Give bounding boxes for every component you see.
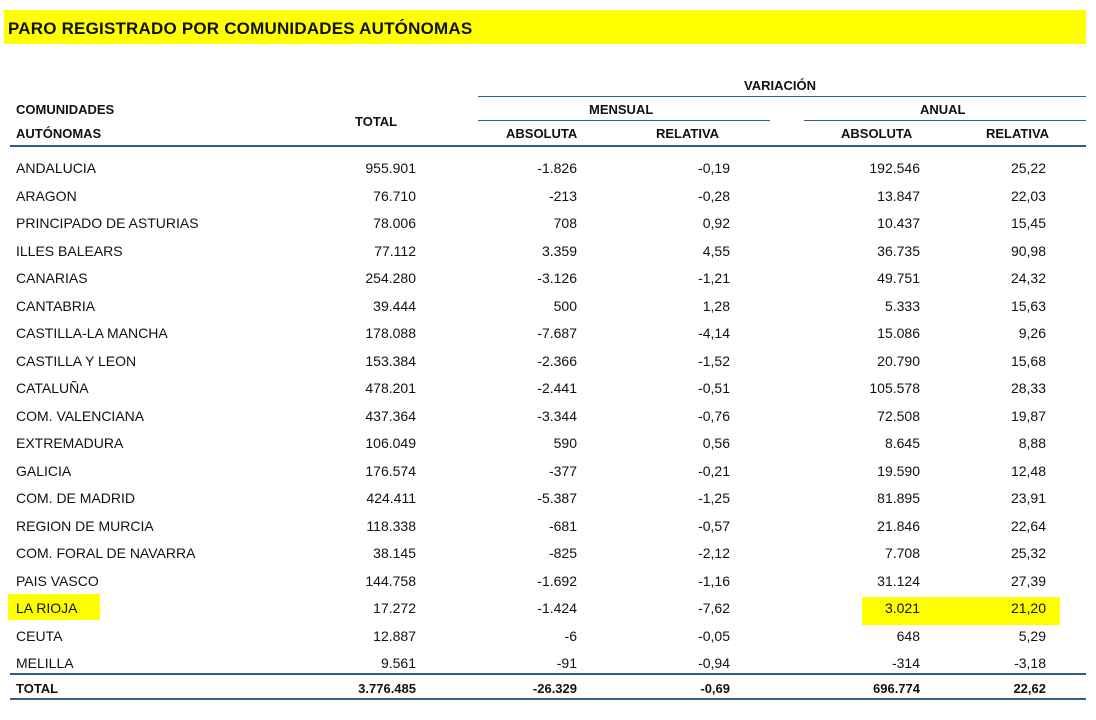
table-row bbox=[0, 408, 1096, 428]
cell-anual-absoluta: -314 bbox=[891, 655, 920, 671]
cell-anual-absoluta: 3.021 bbox=[884, 600, 920, 616]
cell-name: CANTABRIA bbox=[16, 297, 96, 314]
cell-mensual-absoluta: 590 bbox=[553, 435, 577, 451]
header-line-anual bbox=[804, 120, 1086, 121]
cell-total: 38.145 bbox=[373, 545, 416, 561]
cell-anual-relativa: 22,64 bbox=[1010, 517, 1046, 534]
cell-anual-relativa: 9,26 bbox=[1018, 325, 1046, 341]
header-line-variacion bbox=[478, 96, 1086, 97]
cell-mensual-absoluta: -377 bbox=[548, 462, 577, 479]
cell-mensual-relativa: -1,16 bbox=[698, 572, 730, 589]
cell-name: GALICIA bbox=[16, 462, 72, 479]
title-bar bbox=[4, 10, 1086, 44]
table-row bbox=[0, 243, 1096, 263]
cell-total: 478.201 bbox=[365, 380, 416, 396]
cell-total: 118.338 bbox=[366, 517, 416, 534]
cell-name: CATALUÑA bbox=[16, 380, 89, 396]
total-cell-anual-absoluta: 696.774 bbox=[873, 681, 920, 696]
table-row bbox=[0, 270, 1096, 290]
cell-total: 178.088 bbox=[365, 325, 416, 341]
table-row bbox=[0, 573, 1096, 593]
cell-mensual-relativa: -0,05 bbox=[698, 627, 730, 644]
table-row bbox=[0, 463, 1096, 483]
cell-total: 153.384 bbox=[365, 352, 416, 369]
header-autonomas: AUTÓNOMAS bbox=[16, 126, 102, 141]
cell-mensual-relativa: -0,76 bbox=[698, 407, 730, 424]
cell-total: 144.758 bbox=[365, 572, 416, 589]
table-row bbox=[0, 215, 1096, 235]
cell-mensual-relativa: -2,12 bbox=[698, 545, 730, 561]
cell-mensual-relativa: -1,25 bbox=[698, 490, 730, 506]
cell-mensual-relativa: -4,14 bbox=[698, 325, 730, 341]
cell-name: CASTILLA Y LEON bbox=[16, 352, 137, 369]
cell-anual-absoluta: 20.790 bbox=[877, 352, 920, 369]
table-row bbox=[0, 188, 1096, 208]
cell-total: 176.574 bbox=[365, 462, 416, 479]
cell-name: CEUTA bbox=[16, 627, 63, 644]
cell-mensual-relativa: -0,51 bbox=[698, 380, 730, 396]
table-row bbox=[0, 628, 1096, 648]
cell-name: ANDALUCIA bbox=[16, 160, 97, 176]
table-row bbox=[0, 600, 1096, 620]
table-row bbox=[0, 160, 1096, 180]
cell-mensual-absoluta: -825 bbox=[548, 545, 577, 561]
cell-anual-absoluta: 7.708 bbox=[884, 545, 920, 561]
cell-anual-relativa: 22,03 bbox=[1010, 187, 1046, 204]
cell-anual-absoluta: 31.124 bbox=[877, 572, 920, 589]
cell-anual-absoluta: 105.578 bbox=[869, 380, 920, 396]
cell-total: 78.006 bbox=[373, 215, 416, 231]
cell-name: COM. VALENCIANA bbox=[16, 407, 145, 424]
cell-name: PAIS VASCO bbox=[16, 572, 99, 589]
total-top-line bbox=[10, 673, 1086, 675]
cell-mensual-relativa: 4,55 bbox=[702, 242, 730, 259]
cell-mensual-relativa: 0,92 bbox=[702, 215, 730, 231]
cell-mensual-absoluta: -6 bbox=[564, 627, 577, 644]
header-variacion: VARIACIÓN bbox=[744, 78, 816, 93]
header-line-mensual bbox=[478, 120, 770, 121]
total-cell-mensual-absoluta: -26.329 bbox=[532, 681, 577, 696]
cell-anual-relativa: 19,87 bbox=[1010, 407, 1046, 424]
table-row bbox=[0, 435, 1096, 455]
cell-anual-absoluta: 13.847 bbox=[877, 187, 920, 204]
cell-mensual-absoluta: 3.359 bbox=[541, 242, 577, 259]
cell-anual-absoluta: 21.846 bbox=[877, 517, 920, 534]
cell-total: 77.112 bbox=[374, 242, 416, 259]
table-row bbox=[0, 518, 1096, 538]
cell-mensual-absoluta: -7.687 bbox=[537, 325, 577, 341]
cell-anual-relativa: 12,48 bbox=[1010, 462, 1046, 479]
table-row bbox=[0, 545, 1096, 565]
cell-total: 17.272 bbox=[373, 600, 416, 616]
cell-anual-relativa: 25,32 bbox=[1010, 545, 1046, 561]
cell-name: REGION DE MURCIA bbox=[16, 517, 154, 534]
cell-mensual-absoluta: -2.366 bbox=[537, 352, 577, 369]
cell-anual-relativa: 15,45 bbox=[1010, 215, 1046, 231]
cell-mensual-relativa: 1,28 bbox=[702, 297, 730, 314]
cell-mensual-absoluta: -1.826 bbox=[537, 160, 577, 176]
cell-anual-relativa: 15,63 bbox=[1010, 297, 1046, 314]
cell-mensual-absoluta: -2.441 bbox=[537, 380, 577, 396]
table-row bbox=[0, 298, 1096, 318]
cell-name: CASTILLA-LA MANCHA bbox=[16, 325, 168, 341]
cell-anual-absoluta: 648 bbox=[896, 627, 920, 644]
page-title: PARO REGISTRADO POR COMUNIDADES AUTÓNOMAS bbox=[8, 19, 473, 38]
cell-total: 9.561 bbox=[380, 655, 416, 671]
cell-mensual-absoluta: 708 bbox=[553, 215, 577, 231]
cell-anual-absoluta: 10.437 bbox=[877, 215, 920, 231]
header-anual-absoluta: ABSOLUTA bbox=[841, 126, 913, 141]
cell-name: ARAGON bbox=[16, 187, 77, 204]
total-cell-mensual-relativa: -0,69 bbox=[700, 681, 730, 696]
cell-mensual-absoluta: -3.344 bbox=[537, 407, 577, 424]
cell-total: 424.411 bbox=[366, 490, 416, 506]
cell-anual-relativa: 27,39 bbox=[1010, 572, 1046, 589]
cell-anual-absoluta: 15.086 bbox=[877, 325, 920, 341]
cell-total: 12.887 bbox=[373, 627, 416, 644]
cell-anual-absoluta: 5.333 bbox=[884, 297, 920, 314]
cell-mensual-absoluta: -1.424 bbox=[537, 600, 577, 616]
total-bottom-line bbox=[10, 698, 1086, 700]
cell-name: LA RIOJA bbox=[16, 600, 78, 616]
cell-anual-relativa: 90,98 bbox=[1010, 242, 1046, 259]
cell-anual-absoluta: 49.751 bbox=[877, 270, 920, 286]
table-row bbox=[0, 490, 1096, 510]
cell-anual-relativa: 28,33 bbox=[1010, 380, 1046, 396]
cell-mensual-relativa: -1,52 bbox=[698, 352, 730, 369]
cell-name: ILLES BALEARS bbox=[16, 242, 123, 259]
header-comunidades: COMUNIDADES bbox=[16, 102, 115, 117]
table-row bbox=[0, 353, 1096, 373]
table-row bbox=[0, 380, 1096, 400]
cell-mensual-relativa: -7,62 bbox=[698, 600, 730, 616]
cell-mensual-absoluta: -213 bbox=[548, 187, 577, 204]
cell-mensual-absoluta: -681 bbox=[548, 517, 577, 534]
cell-total: 437.364 bbox=[365, 407, 416, 424]
cell-name: PRINCIPADO DE ASTURIAS bbox=[16, 215, 199, 231]
total-cell-anual-relativa: 22,62 bbox=[1013, 681, 1046, 696]
header-anual: ANUAL bbox=[920, 102, 966, 117]
cell-anual-relativa: 24,32 bbox=[1010, 270, 1046, 286]
cell-name: EXTREMADURA bbox=[16, 435, 124, 451]
cell-name: CANARIAS bbox=[16, 270, 88, 286]
cell-anual-absoluta: 81.895 bbox=[877, 490, 920, 506]
cell-anual-relativa: -3,18 bbox=[1014, 655, 1046, 671]
cell-total: 254.280 bbox=[365, 270, 416, 286]
header-mensual: MENSUAL bbox=[589, 102, 654, 117]
cell-mensual-absoluta: 500 bbox=[553, 297, 577, 314]
cell-name: COM. DE MADRID bbox=[16, 490, 135, 506]
cell-mensual-absoluta: -1.692 bbox=[537, 572, 577, 589]
total-cell-total: 3.776.485 bbox=[358, 681, 416, 696]
cell-mensual-absoluta: -5.387 bbox=[537, 490, 577, 506]
cell-total: 955.901 bbox=[365, 160, 416, 176]
header-total: TOTAL bbox=[355, 114, 398, 129]
cell-anual-relativa: 8,88 bbox=[1018, 435, 1046, 451]
cell-anual-absoluta: 72.508 bbox=[877, 407, 920, 424]
cell-anual-relativa: 5,29 bbox=[1018, 627, 1046, 644]
cell-mensual-relativa: -0,94 bbox=[698, 655, 730, 671]
cell-anual-absoluta: 192.546 bbox=[869, 160, 920, 176]
cell-mensual-relativa: -0,21 bbox=[698, 462, 730, 479]
cell-mensual-relativa: -0,19 bbox=[698, 160, 730, 176]
table-row bbox=[0, 655, 1096, 675]
cell-total: 106.049 bbox=[365, 435, 416, 451]
header-mensual-relativa: RELATIVA bbox=[656, 126, 720, 141]
cell-mensual-absoluta: -3.126 bbox=[537, 270, 577, 286]
cell-anual-relativa: 21,20 bbox=[1010, 600, 1046, 616]
cell-anual-absoluta: 19.590 bbox=[877, 462, 920, 479]
cell-total: 39.444 bbox=[373, 297, 416, 314]
cell-mensual-relativa: 0,56 bbox=[702, 435, 730, 451]
cell-anual-absoluta: 36.735 bbox=[877, 242, 920, 259]
cell-mensual-relativa: -0,28 bbox=[698, 187, 730, 204]
cell-anual-relativa: 15,68 bbox=[1010, 352, 1046, 369]
total-label: TOTAL bbox=[16, 681, 59, 696]
header-bottom-line bbox=[10, 145, 1086, 147]
cell-total: 76.710 bbox=[373, 187, 416, 204]
cell-anual-relativa: 25,22 bbox=[1010, 160, 1046, 176]
table-row bbox=[0, 325, 1096, 345]
cell-mensual-relativa: -1,21 bbox=[698, 270, 730, 286]
header-mensual-absoluta: ABSOLUTA bbox=[506, 126, 578, 141]
cell-name: COM. FORAL DE NAVARRA bbox=[16, 545, 196, 561]
cell-anual-relativa: 23,91 bbox=[1010, 490, 1046, 506]
cell-anual-absoluta: 8.645 bbox=[884, 435, 920, 451]
cell-mensual-relativa: -0,57 bbox=[698, 517, 730, 534]
header-anual-relativa: RELATIVA bbox=[986, 126, 1050, 141]
cell-mensual-absoluta: -91 bbox=[556, 655, 577, 671]
cell-name: MELILLA bbox=[16, 655, 74, 671]
